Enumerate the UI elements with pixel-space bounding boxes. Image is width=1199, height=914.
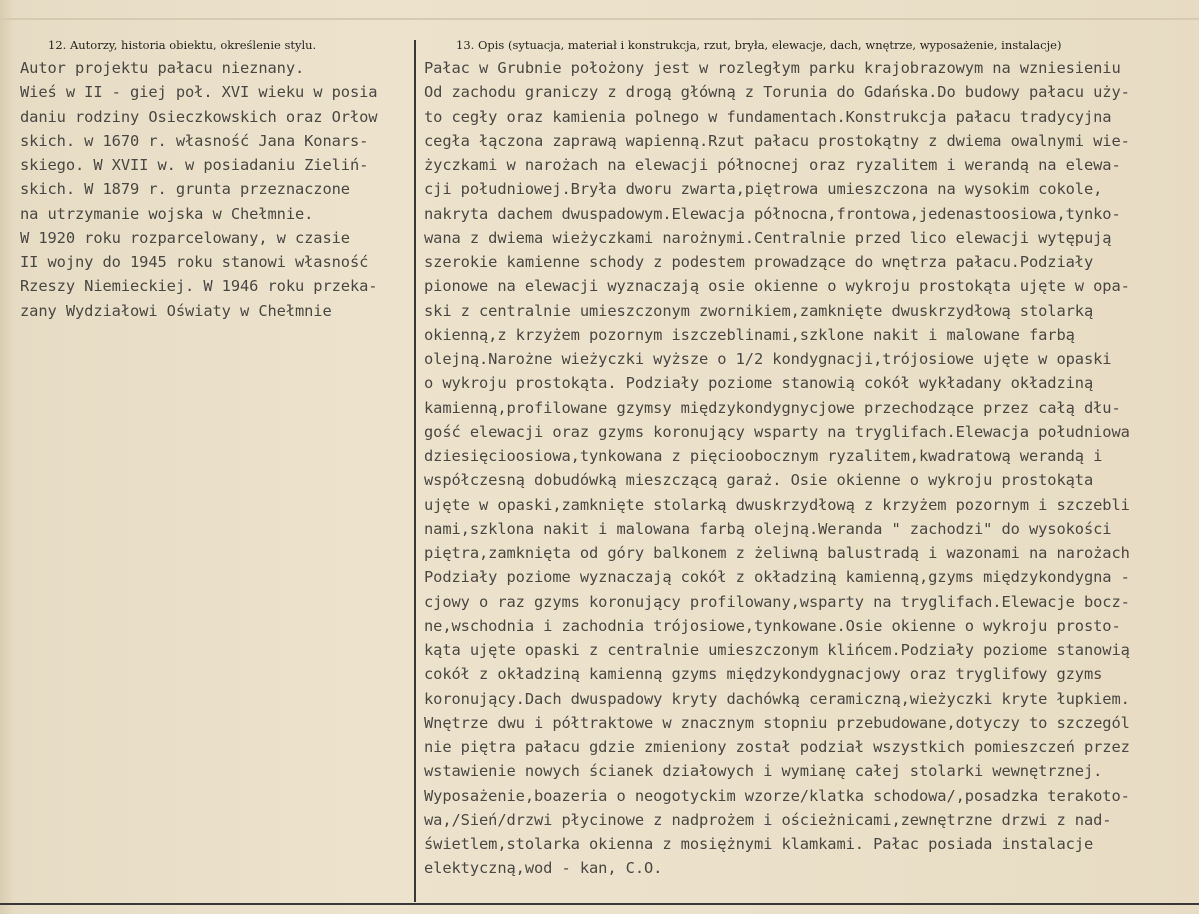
text-line: to cegły oraz kamienia polnego w fundamentach.Konstrukcja pałacu tradycyjna xyxy=(424,107,1112,126)
text-line: elektyczną,wod - kan, C.O. xyxy=(424,859,663,878)
text-line: kąta ujęte opaski z centralnie umieszczonym klińcem.Podziały poziome stanowią xyxy=(424,641,1130,659)
text-line: skich. W 1879 r. grunta przeznaczone xyxy=(20,180,350,199)
text-line: Autor projektu pałacu nieznany. xyxy=(20,59,305,77)
text-line: nami,szklona nakit i malowana farbą olejną.Weranda " zachodzi" do wysokości xyxy=(424,519,1112,538)
text-line: cji południowej.Bryła dworu zwarta,piętrowa umieszczona na wysokim cokole, xyxy=(424,180,1103,199)
text-line: skiego. W XVII w. w posiadaniu Zieliń- xyxy=(20,156,369,174)
text-line: kamienną,profilowane gzymsy międzykondygnycjowe przechodzące przez całą dłu- xyxy=(424,398,1121,417)
paper-fold-top xyxy=(0,18,1199,20)
text-line: pionowe na elewacji wyznaczają osie okienne o wykroju prostokąta ujęte w opa- xyxy=(424,277,1130,296)
text-line: koronujący.Dach dwuspadowy kryty dachówką ceramiczną,wieżyczki kryte łupkiem. xyxy=(424,689,1130,708)
text-line: piętra,zamknięta od góry balkonem z żeliwną balustradą i wazonami na narożach xyxy=(424,544,1130,562)
section-13-text xyxy=(424,56,1199,881)
text-line: wana z dwiema wieżyczkami narożnymi.Centralnie przed lico elewacji wytępują xyxy=(424,228,1112,247)
section-12-header: 12. Autorzy, historia obiektu, określenie stylu. xyxy=(48,38,317,52)
text-line: na utrzymanie wojska w Chełmnie. xyxy=(20,204,314,223)
paper-fold-left xyxy=(0,0,14,914)
text-line: nie piętra pałacu gdzie zmieniony został podział wszystkich pomieszczeń przez xyxy=(424,738,1130,756)
text-line: Podziały poziome wyznaczają cokół z okładziną kamienną,gzyms międzykondygna - xyxy=(424,568,1130,587)
bottom-rule xyxy=(0,903,1199,905)
text-line: cegła łączona zaprawą wapienną.Rzut pałacu prostokątny z dwiema owalnymi wie- xyxy=(424,131,1130,150)
text-line: ujęte w opaski,zamknięte stolarką dwuskrzydłową z krzyżem pozornym i szczebli xyxy=(424,495,1130,514)
text-line: o wykroju prostokąta. Podziały poziome stanowią cokół wykładany okładziną xyxy=(424,374,1094,393)
text-line: W 1920 roku rozparcelowany, w czasie xyxy=(20,228,350,247)
text-line: zany Wydziałowi Oświaty w Chełmnie xyxy=(20,301,332,320)
section-12-text xyxy=(20,56,412,323)
text-line: Rzeszy Niemieckiej. W 1946 roku przeka- xyxy=(20,277,378,296)
section-13-header: 13. Opis (sytuacja, materiał i konstrukcja, rzut, bryła, elewacje, dach, wnętrze, wyposażenie, instalacje) xyxy=(456,38,1062,52)
text-line: olejną.Narożne wieżyczki wyższe o 1/2 kondygnacji,trójosiowe ujęte w opaski xyxy=(424,350,1112,368)
text-line: szerokie kamienne schody z podestem prowadzące do wnętrza pałacu.Podziały xyxy=(424,253,1094,271)
text-line: ski z centralnie umieszczonym zwornikiem,zamknięte dwuskrzydłową stolarką xyxy=(424,301,1094,320)
column-divider xyxy=(414,40,416,902)
text-line: Wnętrze dwu i półtraktowe w znacznym stopniu przebudowane,dotyczy to szczegól xyxy=(424,713,1130,732)
text-line: cjowy o raz gzyms koronujący profilowany,wsparty na tryglifach.Elewacje bocz- xyxy=(424,592,1130,611)
text-line: dziesięcioosiowa,tynkowana z pięcioobocznym ryzalitem,kwadratową werandą i xyxy=(424,447,1103,465)
text-line: daniu rodziny Osieczkowskich oraz Orłow xyxy=(20,107,378,126)
text-line: współczesną dobudówką mieszczącą garaż. Osie okienne o wykroju prostokąta xyxy=(424,471,1094,490)
text-line: świetlem,stolarka okienna z mosiężnymi klamkami. Pałac posiada instalacje xyxy=(424,835,1094,853)
text-line: ne,wschodnia i zachodnia trójosiowe,tynkowane.Osie okienne o wykroju prosto- xyxy=(424,616,1121,635)
text-line: okienną,z krzyżem pozornym iszczeblinami,szklone nakit i malowane farbą xyxy=(424,325,1075,344)
text-line: Od zachodu graniczy z drogą główną z Torunia do Gdańska.Do budowy pałacu uży- xyxy=(424,83,1130,102)
text-line: gość elewacji oraz gzyms koronujący wsparty na tryglifach.Elewacja południowa xyxy=(424,422,1130,441)
text-line: nakryta dachem dwuspadowym.Elewacja północna,frontowa,jedenastoosiowa,tynko- xyxy=(424,204,1121,223)
text-line: Wieś w II - giej poł. XVI wieku w posia xyxy=(20,83,378,102)
text-line: Wyposażenie,boazeria o neogotyckim wzorze/klatka schodowa/,posadzka terakoto- xyxy=(424,786,1130,805)
text-line: wstawienie nowych ścianek działowych i wymianę całej stolarki wewnętrznej. xyxy=(424,762,1103,781)
text-line: cokół z okładziną kamienną gzyms międzykondygnacjowy oraz tryglifowy gzyms xyxy=(424,665,1103,684)
text-line: życzkami w narożach na elewacji północnej oraz ryzalitem i werandą na elewa- xyxy=(424,156,1121,174)
text-line: Pałac w Grubnie położony jest w rozległym parku krajobrazowym na wzniesieniu xyxy=(424,59,1121,77)
text-line: II wojny do 1945 roku stanowi własność xyxy=(20,253,369,271)
text-line: skich. w 1670 r. własność Jana Konars- xyxy=(20,131,369,150)
text-line: wa,/Sień/drzwi płycinowe z nadprożem i ościeżnicami,zewnętrzne drzwi z nad- xyxy=(424,810,1112,829)
